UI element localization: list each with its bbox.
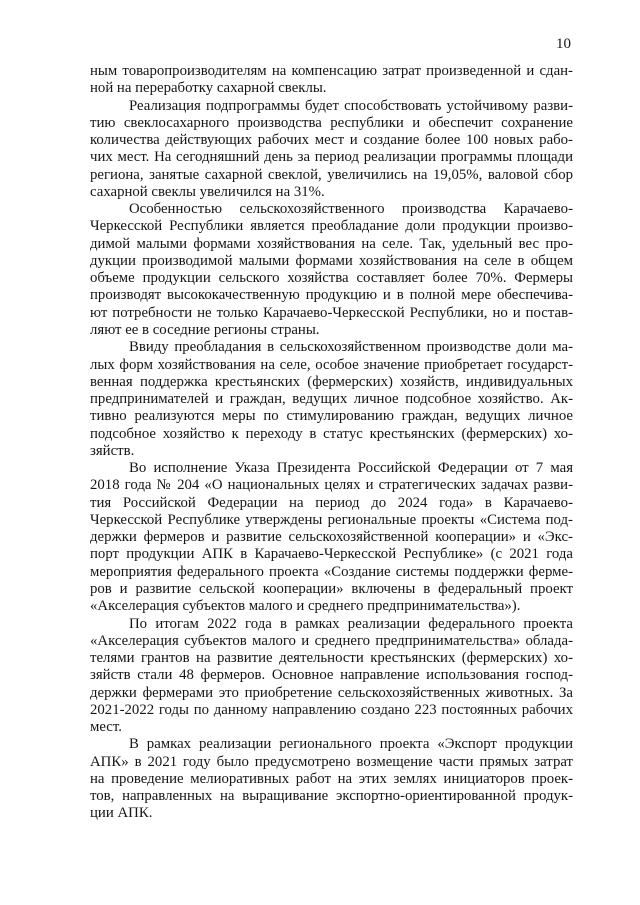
text-line: По итогам 2022 года в рамках реализации федерального проекта bbox=[129, 615, 573, 632]
text-line: тивно реализуются меры по стимулированию граждан, ведущих личное bbox=[90, 408, 573, 425]
text-line: предпринимателей и граждан, ведущих личное подсобное хозяйство. Ак- bbox=[90, 391, 573, 408]
text-line: АПК» в 2021 году было предусмотрено возмещение части прямых затрат bbox=[90, 753, 573, 770]
page-number: 10 bbox=[556, 36, 571, 52]
text-line: сахарной свеклы увеличился на 31%. bbox=[90, 183, 325, 200]
text-line: ции АПК. bbox=[90, 805, 153, 822]
text-line: производят высококачественную продукцию и в полной мере обеспечива- bbox=[90, 287, 573, 304]
text-line: телями грантов на развитие деятельности крестьянских (фермерских) хо- bbox=[90, 650, 573, 667]
text-line: тов, направленных на выращивание экспортно-ориентированной продук- bbox=[90, 788, 573, 805]
text-line: Реализация подпрограммы будет способствовать устойчивому разви- bbox=[129, 97, 573, 114]
text-line: мероприятия федерального проекта «Создание системы поддержки ферме- bbox=[90, 563, 573, 580]
paragraph bbox=[90, 98, 573, 202]
text-line: чих мест. На сегодняшний день за период реализации программы площади bbox=[90, 149, 573, 166]
text-line: В рамках реализации регионального проекта «Экспорт продукции bbox=[129, 736, 573, 753]
text-line: порт продукции АПК в Карачаево-Черкесской Республике» (с 2021 года bbox=[90, 546, 573, 563]
text-line: объеме продукции сельского хозяйства составляет более 70%. Фермеры bbox=[90, 270, 573, 287]
text-line: 2018 года № 204 «О национальных целях и стратегических задачах разви- bbox=[90, 477, 573, 494]
paragraph bbox=[90, 201, 573, 339]
text-line: ной на переработку сахарной свеклы. bbox=[90, 80, 327, 97]
text-line: лых форм хозяйствования на селе, особое значение приобретает государст- bbox=[90, 356, 573, 373]
text-line: зяйств стали 48 фермеров. Основное направление использования господ- bbox=[90, 667, 573, 684]
text-line: Во исполнение Указа Президента Российской Федерации от 7 мая bbox=[129, 460, 573, 477]
text-line: 2021-2022 годы по данному направлению создано 223 постоянных рабочих bbox=[90, 701, 573, 718]
text-line: «Акселерация субъектов малого и среднего предпринимательства» облада- bbox=[90, 632, 573, 649]
text-line: Особенностью сельскохозяйственного производства Карачаево- bbox=[129, 201, 573, 218]
paragraph bbox=[90, 616, 573, 737]
text-line: региона, занятые сахарной свеклой, увеличились на 19,05%, валовой сбор bbox=[90, 166, 573, 183]
text-line: Черкесской Республики является преобладание доли продукции произво- bbox=[90, 218, 573, 235]
text-line: димой малыми формами хозяйствования на селе. Так, удельный вес про- bbox=[90, 235, 573, 252]
text-line: держки фермерами это приобретение сельскохозяйственных животных. За bbox=[90, 684, 573, 701]
text-line: Черкесской Республике утверждены региональные проекты «Система под- bbox=[90, 511, 573, 528]
text-line: подсобное хозяйство к переходу в статус крестьянских (фермерских) хо- bbox=[90, 425, 573, 442]
text-line: ляют ее в соседние регионы страны. bbox=[90, 321, 320, 338]
text-line: «Акселерация субъектов малого и среднего предпринимательства»). bbox=[90, 598, 521, 615]
text-line: ют потребности не только Карачаево-Черкесской Республики, но и постав- bbox=[90, 304, 573, 321]
text-line: Ввиду преобладания в сельскохозяйственном производстве доли ма- bbox=[129, 339, 573, 356]
text-line: дукции производимой малыми формами хозяйствования на селе в общем bbox=[90, 252, 573, 269]
text-line: тия Российской Федерации на период до 2024 года» в Карачаево- bbox=[90, 494, 573, 511]
text-line: ров и развитие сельской кооперации» включены в федеральный проект bbox=[90, 580, 573, 597]
text-line: зяйств. bbox=[90, 442, 135, 459]
paragraph bbox=[90, 460, 573, 615]
text-line: на проведение мелиоративных работ на этих землях инициаторов проек- bbox=[90, 770, 573, 787]
text-line: ным товаропроизводителям на компенсацию затрат произведенной и сдан- bbox=[90, 63, 573, 79]
text-line: мест. bbox=[90, 719, 122, 736]
text-line: венная поддержка крестьянских (фермерских) хозяйств, индивидуальных bbox=[90, 373, 573, 390]
text-line: держки фермеров и развитие сельскохозяйственной кооперации» и «Экс- bbox=[90, 529, 573, 546]
paragraph bbox=[90, 339, 573, 460]
text-line: количества действующих рабочих мест и создание более 100 новых рабо- bbox=[90, 132, 573, 149]
paragraph bbox=[90, 63, 573, 98]
text-line: тию свеклосахарного производства республики и обеспечит сохранение bbox=[90, 114, 573, 131]
paragraph bbox=[90, 736, 573, 822]
body-text bbox=[90, 63, 573, 823]
